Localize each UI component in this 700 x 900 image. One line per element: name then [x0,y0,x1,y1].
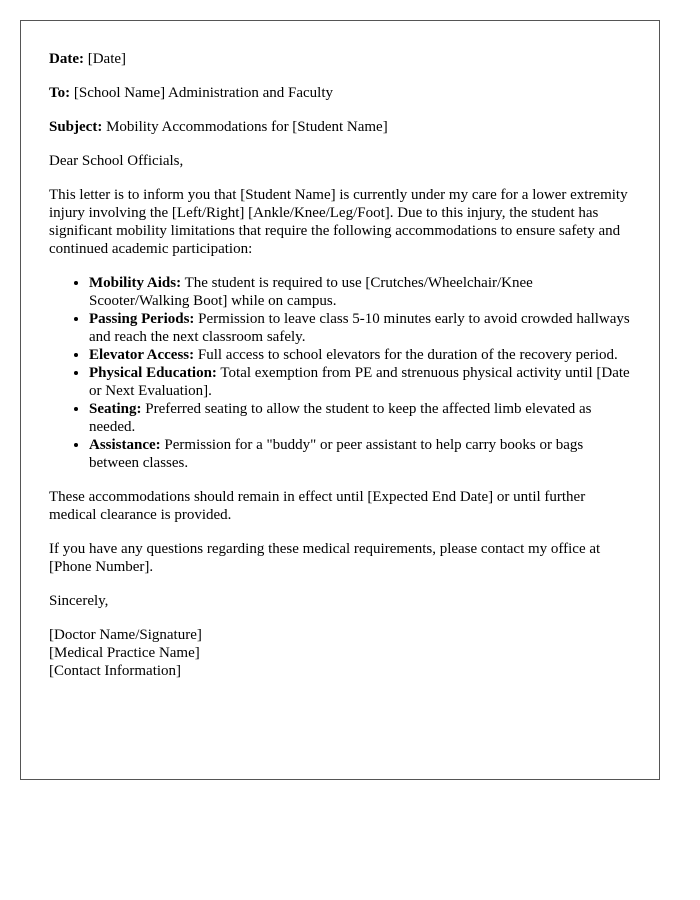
item-text: Total exemption from PE and strenuous physical activity until [Date or Next Evaluation]. [89,365,630,399]
date-value: [Date] [83,51,127,67]
item-label: Assistance: [89,437,161,453]
item-text: Preferred seating to allow the student to keep the affected limb elevated as needed. [89,401,592,435]
subject-value: Mobility Accommodations for [Student Name] [102,119,388,135]
signature-block [49,626,631,680]
item-label: Physical Education: [89,365,217,381]
item-label: Mobility Aids: [89,275,182,291]
subject-line [49,118,631,136]
date-line [49,50,631,68]
item-label: Elevator Access: [89,347,195,363]
signature-contact: [Contact Information] [49,663,182,679]
date-label: Date: [49,51,84,67]
to-value: [School Name] Administration and Faculty [70,85,333,101]
closing: Sincerely, [49,593,109,609]
item-label: Seating: [89,401,142,417]
list-item-seating [89,400,631,436]
to-label: To: [49,85,71,101]
accommodations-list [49,274,631,472]
signature-practice: [Medical Practice Name] [49,645,200,661]
salutation: Dear School Officials, [49,153,184,169]
letter-document [20,20,660,780]
intro-paragraph: This letter is to inform you that [Student Name] is currently under my care for a lower extremity injury involving the [Left/Right] [Ankle/Knee/Leg/Foot]. Due to this injury, the student has significant mobility limitations that require the following accommodations to ensure safety and continued academic participation: [49,187,628,257]
list-item-passing-periods [89,310,631,346]
list-item-physical-education [89,364,631,400]
item-text: Permission for a "buddy" or peer assistant to help carry books or bags between classes. [89,437,584,471]
list-item-assistance [89,436,631,472]
subject-label: Subject: [49,119,103,135]
contact-paragraph: If you have any questions regarding these medical requirements, please contact my office at [Phone Number]. [49,541,601,575]
duration-paragraph: These accommodations should remain in effect until [Expected End Date] or until further medical clearance is provided. [49,489,586,523]
list-item-mobility-aids [89,274,631,310]
signature-name: [Doctor Name/Signature] [49,627,202,643]
item-text: The student is required to use [Crutches/Wheelchair/Knee Scooter/Walking Boot] while on campus. [89,275,533,309]
to-line [49,84,631,102]
item-text: Full access to school elevators for the duration of the recovery period. [194,347,618,363]
item-text: Permission to leave class 5-10 minutes early to avoid crowded hallways and reach the next classroom safely. [89,311,630,345]
item-label: Passing Periods: [89,311,195,327]
list-item-elevator-access [89,346,631,364]
